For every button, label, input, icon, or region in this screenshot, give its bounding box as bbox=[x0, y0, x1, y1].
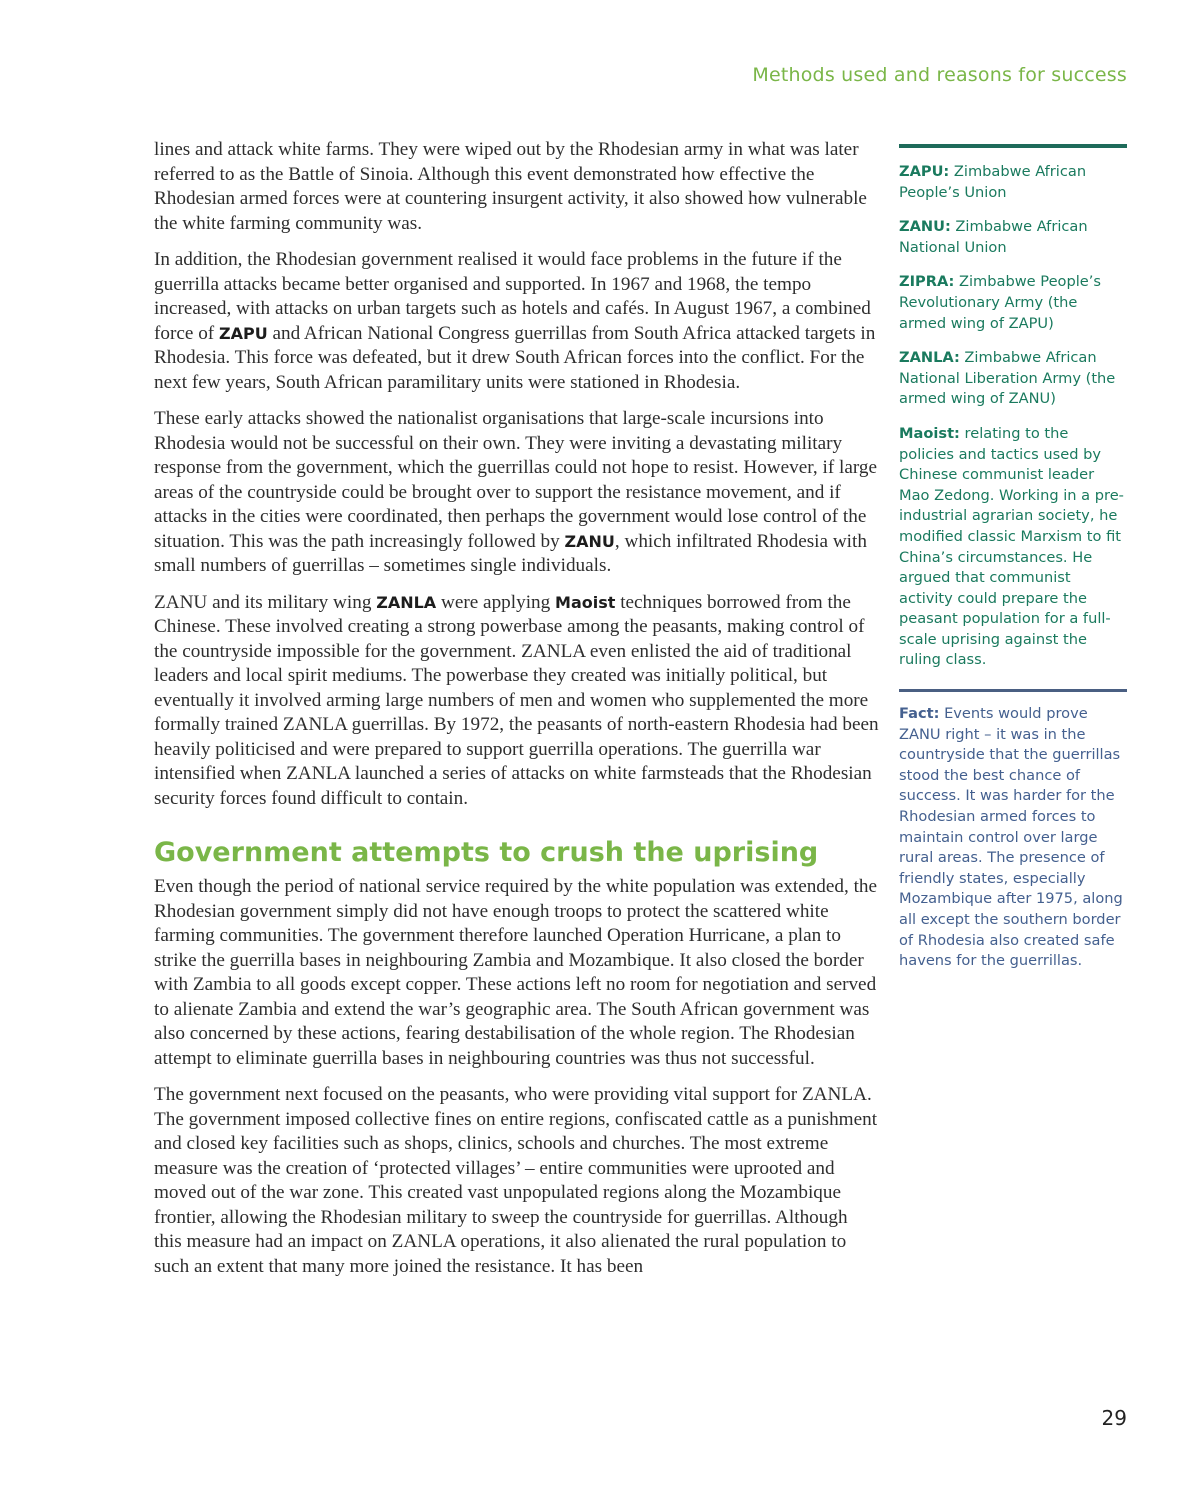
glossary-term: ZANU: bbox=[899, 218, 951, 236]
glossary-definition: Zimbabwe African National Union bbox=[899, 218, 1088, 256]
paragraph-text: techniques borrowed from the Chinese. These involved creating a strong powerbase among the peasants, making control of the countryside impossible for the government. ZANLA even enlisted the aid of traditional leaders and local spirit mediums. The powerbase they created was initially political, but eventually it involved arming large numbers of men and women who supplemented the more formally trained ZANLA guerrillas. By 1972, the peasants of north-eastern Rhodesia had been heavily politicised and were prepared to support guerrilla operations. The guerrilla war intensified when ZANLA launched a series of attacks on white farmsteads that the Rhodesian security forces found difficult to contain. bbox=[154, 591, 879, 809]
paragraph-text: These early attacks showed the nationalist organisations that large-scale incursions into Rhodesia would not be successful on their own. They were inviting a devastating military response from the government, which the guerrillas could not hope to resist. However, if large areas of the countryside could be brought over to support the resistance movement, and if attacks in the cities were coordinated, then perhaps the government would lose control of the situation. This was the path increasingly followed by bbox=[154, 408, 878, 552]
glossary-definition: relating to the policies and tactics used by Chinese communist leader Mao Zedong. Working in a pre-industrial agrarian society, he modified classic Marxism to fit China’s circumstances. He argued that communist activity could prepare the peasant population for a full-scale uprising against the ruling class. bbox=[899, 424, 1124, 669]
paragraph-text: were applying bbox=[436, 591, 556, 613]
paragraph: lines and attack white farms. They were wiped out by the Rhodesian army in what was later referred to as the Battle of Sinoia. Although this event demonstrated how effective the Rhodesian armed forces were at countering insurgent activity, it also showed how vulnerable the white farming community was. bbox=[154, 139, 867, 234]
paragraph-text: In addition, the Rhodesian government realised it would face problems in the future if the guerrilla attacks became better organised and supported. In 1967 and 1968, the tempo increased, with attacks on urban targets such as hotels and cafés. In August 1967, a combined force of bbox=[154, 249, 871, 344]
fact-label: Fact: bbox=[899, 705, 940, 723]
fact-box bbox=[899, 689, 1127, 972]
paragraph bbox=[154, 248, 880, 395]
sidebar bbox=[899, 144, 1127, 972]
glossary-term: ZANLA: bbox=[899, 349, 960, 367]
glossary-item bbox=[899, 424, 1127, 671]
glossary-definition: Zimbabwe African People’s Union bbox=[899, 163, 1087, 201]
paragraph-text: and African National Congress guerrillas from South Africa attacked targets in Rhodesia. This force was defeated, but it drew South African forces into the conflict. For the next few years, South African paramilitary units were stationed in Rhodesia. bbox=[154, 322, 876, 393]
glossary-definition: Zimbabwe African National Liberation Army (the armed wing of ZANU) bbox=[899, 349, 1116, 408]
paragraph-text: , which infiltrated Rhodesia with small numbers of guerrillas – sometimes single individuals. bbox=[154, 530, 867, 576]
glossary-definition: Zimbabwe People’s Revolutionary Army (the armed wing of ZAPU) bbox=[899, 273, 1102, 332]
paragraph: The government next focused on the peasants, who were providing vital support for ZANLA. The government imposed collective fines on entire regions, confiscated cattle as a punishment and closed key facilities such as shops, clinics, schools and churches. The most extreme measure was the creation of ‘protected villages’ – entire communities were uprooted and moved out of the war zone. This created vast unpopulated regions along the Mozambique frontier, allowing the Rhodesian military to sweep the countryside for guerrillas. Although this measure had an impact on ZANLA operations, it also alienated the rural population to such an extent that many more joined the resistance. It has been bbox=[154, 1084, 878, 1277]
glossary-term-zanla: ZANLA bbox=[376, 592, 437, 612]
paragraph bbox=[154, 591, 880, 812]
paragraph-text: ZANU and its military wing bbox=[154, 591, 377, 613]
glossary-item bbox=[899, 217, 1127, 258]
glossary-term-zanu: ZANU bbox=[564, 531, 615, 551]
paragraph: Even though the period of national service required by the white population was extended, the Rhodesian government simply did not have enough troops to protect the scattered white farming communities. The government therefore launched Operation Hurricane, a plan to strike the guerrilla bases in neighbouring Zambia and Mozambique. It also closed the border with Zambia to all goods except copper. These actions left no room for negotiation and served to alienate Zambia and extend the war’s geographic area. The South African government was also concerned by these actions, fearing destabilisation of the whole region. The Rhodesian attempt to eliminate guerrilla bases in neighbouring countries was thus not successful. bbox=[154, 876, 878, 1069]
fact-text: Events would prove ZANU right – it was in the countryside that the guerrillas stood the best chance of success. It was harder for the Rhodesian armed forces to maintain control over large rural areas. The presence of friendly states, especially Mozambique after 1975, along all except the southern border of Rhodesia also created safe havens for the guerrillas. bbox=[899, 705, 1123, 970]
glossary-term: Maoist: bbox=[899, 424, 960, 442]
glossary-term-maoist: Maoist bbox=[555, 592, 616, 612]
glossary-term: ZIPRA: bbox=[899, 273, 955, 291]
running-head: Methods used and reasons for success bbox=[752, 64, 1127, 86]
page-number: 29 bbox=[1101, 1406, 1127, 1430]
main-text-column bbox=[154, 138, 880, 1291]
glossary-item bbox=[899, 272, 1127, 334]
glossary-item bbox=[899, 162, 1127, 203]
glossary-term: ZAPU: bbox=[899, 163, 950, 180]
glossary-box bbox=[899, 144, 1127, 671]
section-heading: Government attempts to crush the uprising bbox=[154, 837, 819, 868]
paragraph bbox=[154, 407, 880, 579]
glossary-term-zapu: ZAPU bbox=[218, 323, 268, 343]
glossary-item bbox=[899, 348, 1127, 410]
